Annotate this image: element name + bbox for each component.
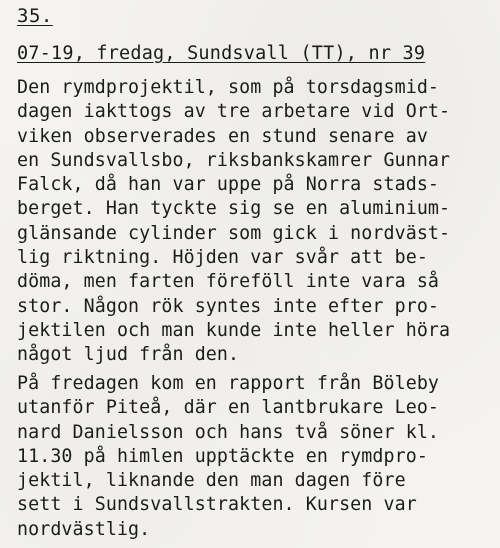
text-line: På fredagen kom en rapport från Böleby <box>17 373 440 394</box>
text-line: nard Danielsson och hans två söner kl. <box>17 421 440 443</box>
text-line: jektil, liknande den man dagen före <box>17 470 406 492</box>
paragraph-2 <box>17 372 439 542</box>
text-line: Den rymdprojektil, som på torsdagsmid- <box>17 77 440 98</box>
text-line: lig riktning. Höjden var svår att be- <box>17 247 428 269</box>
text-line: sett i Sundsvallstrakten. Kursen var <box>17 494 417 516</box>
text-line: jektilen och man kunde inte heller höra <box>17 319 451 341</box>
text-line: något ljud från den. <box>17 344 240 366</box>
text-line: utanför Piteå, där en lantbrukare Leo- <box>17 397 440 419</box>
text-line: glänsande cylinder som gick i nordväst- <box>17 222 451 244</box>
text-line: en Sundsvallsbo, riksbankskamrer Gunnar <box>17 149 451 171</box>
text-line: Falck, då han var uppe på Norra stads- <box>17 174 440 196</box>
paragraph-1 <box>17 76 450 368</box>
text-line: döma, men farten föreföll inte vara så <box>17 271 440 293</box>
text-line: berget. Han tyckte sig se en aluminium- <box>17 198 451 220</box>
report-header: 07-19, fredag, Sundsvall (TT), nr 39 <box>17 43 426 64</box>
text-line: viken observerades en stund senare av <box>17 125 428 147</box>
page-number: 35. <box>17 5 53 27</box>
text-line: 11.30 på himlen upptäckte en rymdpro- <box>17 445 428 467</box>
text-line: dagen iakttogs av tre arbetare vid Ort- <box>17 101 451 123</box>
text-line: stor. Någon rök syntes inte efter pro- <box>17 295 440 317</box>
text-line: nordvästlig. <box>17 518 151 540</box>
